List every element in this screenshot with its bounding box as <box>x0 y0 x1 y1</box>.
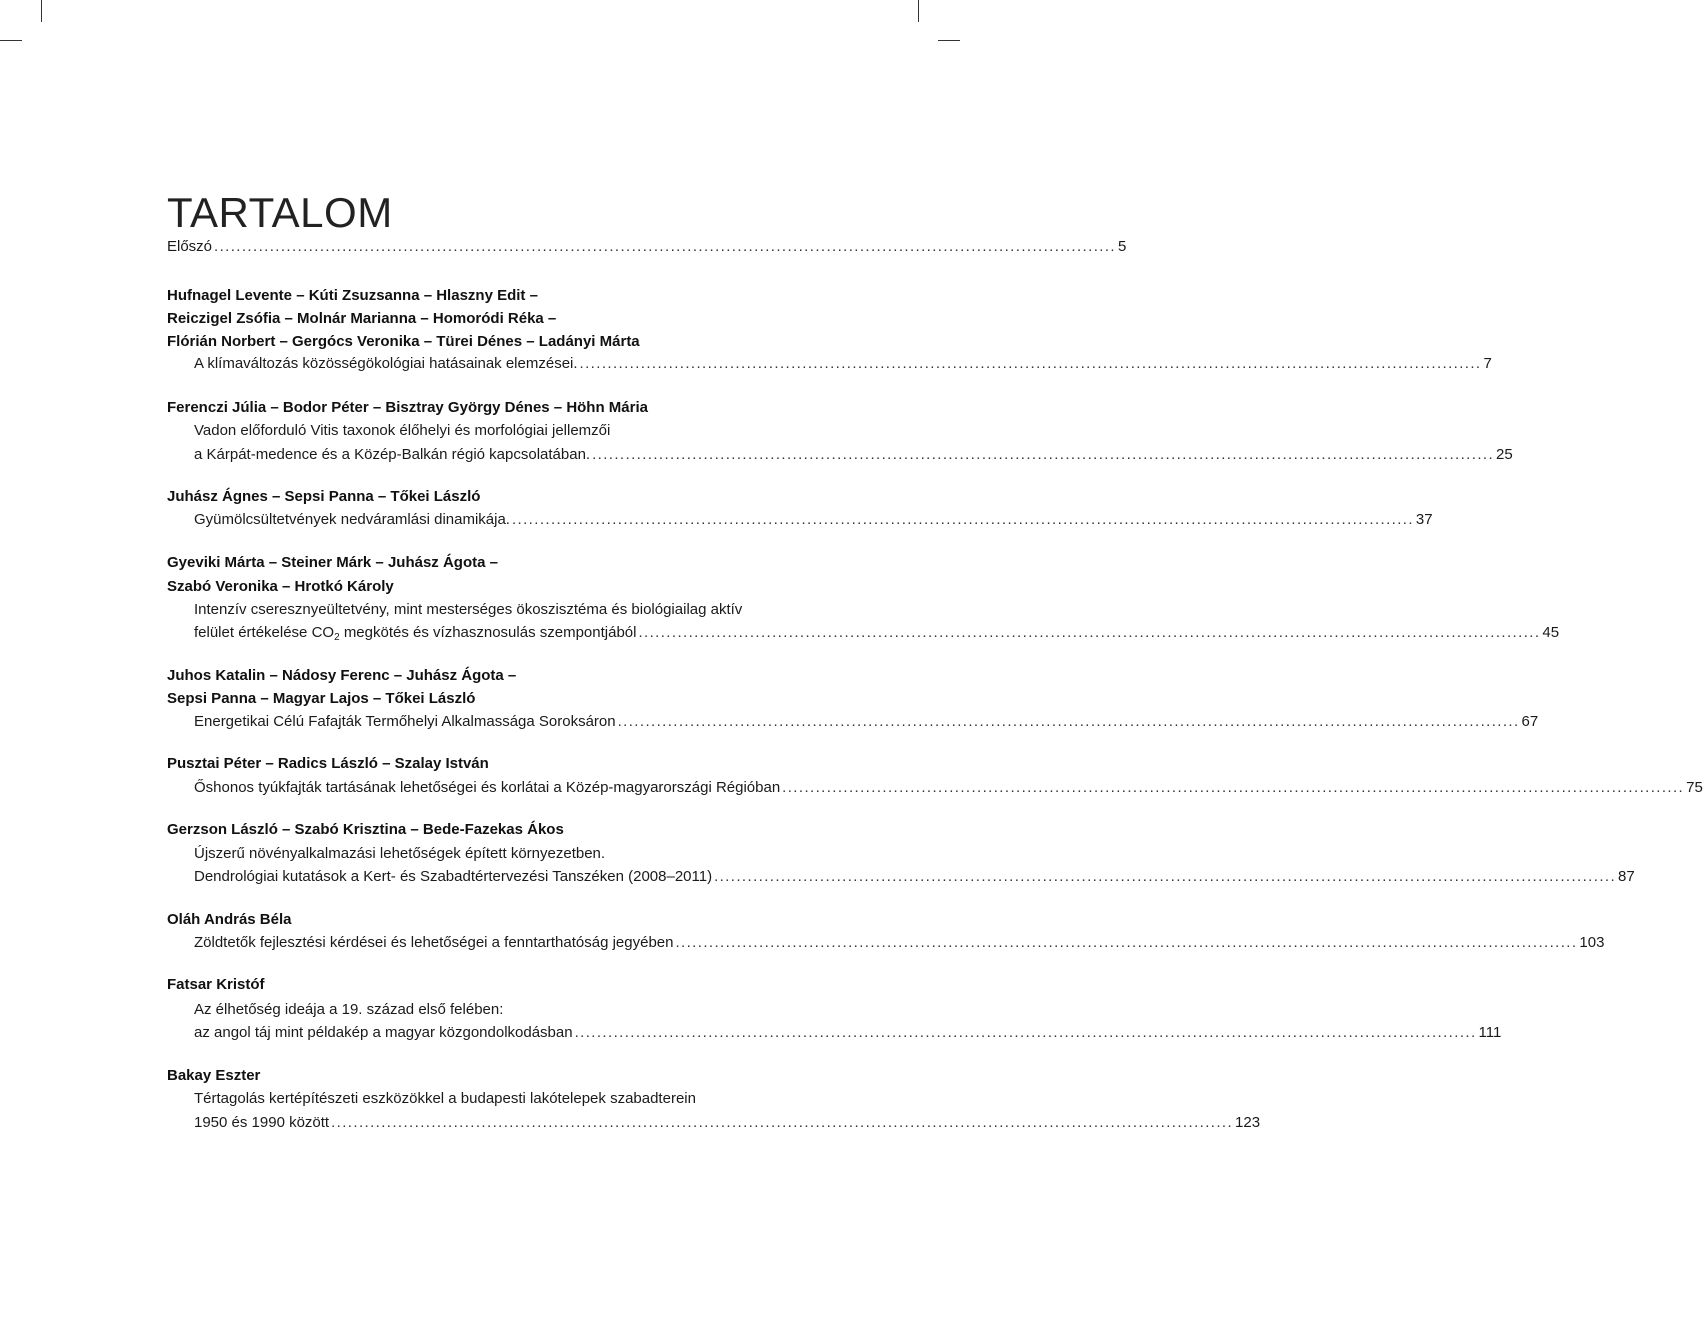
toc-authors: Szabó Veronika – Hrotkó Károly <box>167 578 394 595</box>
dot-leader: .................................................................................................................................................................. <box>638 624 1541 641</box>
page-number: 123 <box>1235 1114 1261 1131</box>
dot-leader: .................................................................................................................................................................. <box>675 934 1578 951</box>
toc-entry <box>194 711 1539 733</box>
page-number: 111 <box>1478 1024 1502 1041</box>
toc-authors: Gyeviki Márta – Steiner Márk – Juhász Ágota – <box>167 554 498 571</box>
title-part: felület értékelése CO <box>194 624 335 641</box>
toc-entry <box>194 622 1560 644</box>
toc-entry-title: 1950 és 1990 között <box>194 1114 330 1131</box>
page-number: 87 <box>1618 868 1635 885</box>
toc-authors: Oláh András Béla <box>167 911 292 928</box>
toc-entry-title: az angol táj mint példakép a magyar közgondolkodásban <box>194 1024 573 1041</box>
toc-authors: Hufnagel Levente – Kúti Zsuzsanna – Hlaszny Edit – <box>167 287 538 304</box>
page-number: 37 <box>1415 511 1433 528</box>
toc-authors: Reiczigel Zsófia – Molnár Marianna – Homoródi Réka – <box>167 310 557 327</box>
toc-entry <box>194 777 1703 799</box>
toc-entry-title: Energetikai Célú Fafajták Termőhelyi Alkalmassága Soroksáron <box>194 713 616 730</box>
toc-entry-title: Őshonos tyúkfajták tartásának lehetőségei és korlátai a Közép-magyarországi Régióban <box>194 779 781 796</box>
toc-entry-title: Intenzív cseresznyeültetvény, mint mesterséges ökoszisztéma és biológiailag aktív <box>194 601 743 618</box>
crop-mark-right-horizontal <box>938 40 960 41</box>
crop-mark-left-horizontal <box>0 40 22 41</box>
toc-entry <box>194 866 1635 888</box>
toc-entry-title: Újszerű növényalkalmazási lehetőségek épített környezetben. <box>194 845 606 862</box>
dot-leader: .................................................................................................................................................................. <box>331 1114 1234 1131</box>
toc-entry-title: Zöldtetők fejlesztési kérdései és lehetőségei a fenntarthatóság jegyében <box>194 934 674 951</box>
page-number: 75 <box>1686 779 1703 796</box>
dot-leader: .................................................................................................................................................................. <box>592 446 1495 463</box>
toc-authors: Pusztai Péter – Radics László – Szalay István <box>167 755 489 772</box>
dot-leader: .................................................................................................................................................................. <box>617 713 1520 730</box>
toc-entry-title: Dendrológiai kutatások a Kert- és Szabadtértervezési Tanszéken (2008–2011) <box>194 868 713 885</box>
title-part: megkötés és vízhasznosulás szempontjából <box>343 624 637 641</box>
toc-entry <box>194 353 1492 375</box>
toc-entry <box>194 1112 1261 1134</box>
page-title: TARTALOM <box>167 189 393 237</box>
page-number: 103 <box>1579 934 1605 951</box>
toc-authors: Juhos Katalin – Nádosy Ferenc – Juhász Ágota – <box>167 667 517 684</box>
toc-entry <box>194 444 1513 466</box>
toc-entry-foreword <box>167 236 1127 258</box>
toc-authors: Fatsar Kristóf <box>167 976 265 993</box>
toc-entry <box>194 932 1605 954</box>
toc-entry-title: Gyümölcsültetvények nedváramlási dinamikája. <box>194 511 510 528</box>
toc-entry-title: Az élhetőség ideája a 19. század első felében: <box>194 1001 504 1018</box>
dot-leader: .................................................................................................................................................................. <box>214 238 1116 255</box>
page-number: 5 <box>1117 238 1127 255</box>
page-number: 45 <box>1542 624 1560 641</box>
toc-entry-title: Tértagolás kertépítészeti eszközökkel a budapesti lakótelepek szabadterein <box>194 1090 696 1107</box>
toc-entry-title: a Kárpát-medence és a Közép-Balkán régió kapcsolatában. <box>194 446 591 463</box>
dot-leader: .................................................................................................................................................................. <box>511 511 1414 528</box>
toc-entry-title <box>194 622 636 644</box>
toc-entry <box>194 509 1433 531</box>
subscript: 2 <box>334 632 340 643</box>
toc-entry-title: A klímaváltozás közösségökológiai hatásainak elemzései. <box>194 355 578 372</box>
toc-authors: Gerzson László – Szabó Krisztina – Bede-Fazekas Ákos <box>167 821 564 838</box>
toc-authors: Juhász Ágnes – Sepsi Panna – Tőkei László <box>167 488 481 505</box>
toc-authors: Ferenczi Júlia – Bodor Péter – Bisztray György Dénes – Höhn Mária <box>167 399 648 416</box>
toc-entry-title: Előszó <box>167 238 213 255</box>
toc-authors: Bakay Eszter <box>167 1067 261 1084</box>
toc-authors: Flórián Norbert – Gergócs Veronika – Türei Dénes – Ladányi Márta <box>167 333 640 350</box>
page-number: 7 <box>1483 355 1492 372</box>
crop-mark-right-vertical <box>918 0 919 22</box>
toc-authors: Sepsi Panna – Magyar Lajos – Tőkei László <box>167 690 476 707</box>
page-number: 25 <box>1496 446 1513 463</box>
toc-entry-title: Vadon előforduló Vitis taxonok élőhelyi és morfológiai jellemzői <box>194 422 611 439</box>
dot-leader: .................................................................................................................................................................. <box>579 355 1482 372</box>
crop-mark-left-vertical <box>41 0 42 22</box>
dot-leader: .................................................................................................................................................................. <box>574 1024 1477 1041</box>
dot-leader: .................................................................................................................................................................. <box>714 868 1617 885</box>
dot-leader: .................................................................................................................................................................. <box>782 779 1685 796</box>
page-number: 67 <box>1521 713 1539 730</box>
toc-entry <box>194 1022 1502 1044</box>
